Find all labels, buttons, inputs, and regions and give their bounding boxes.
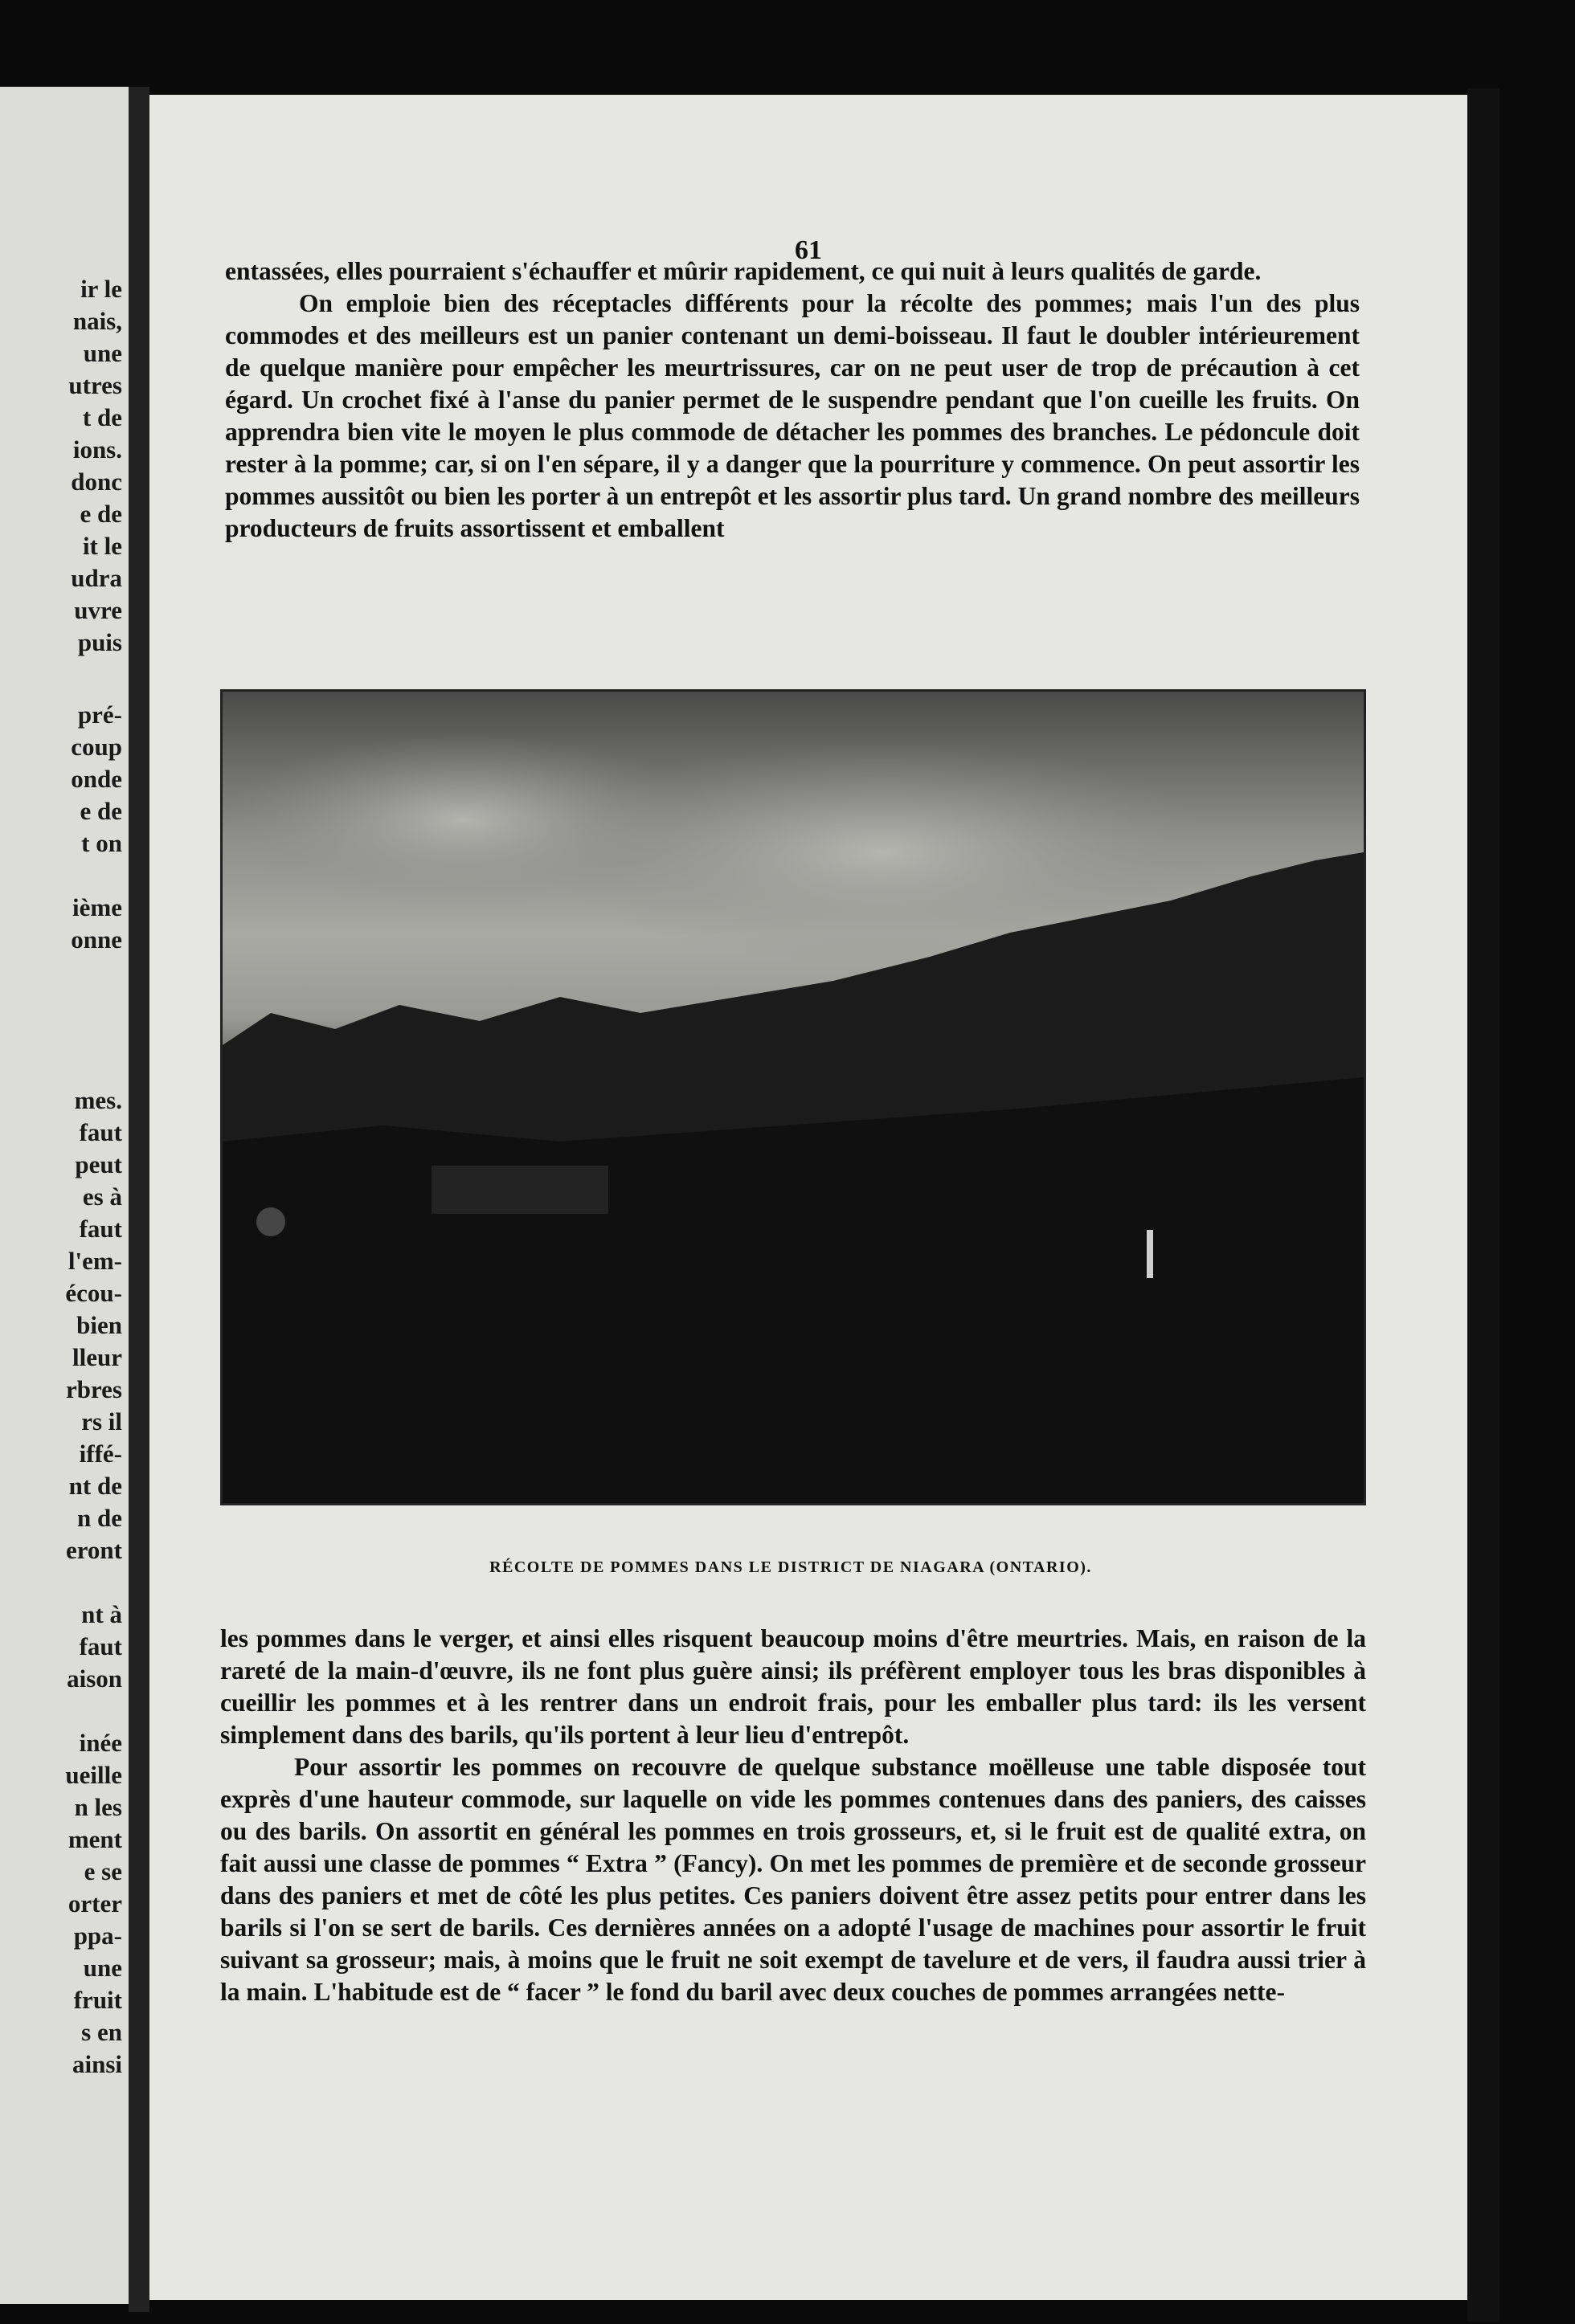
left-page-fragment: aison bbox=[67, 1664, 122, 1693]
orchard-structure bbox=[432, 1166, 608, 1214]
left-page-fragment: pré- bbox=[77, 700, 122, 729]
left-page-fragment: eront bbox=[65, 1536, 122, 1564]
left-page-fragment: bien bbox=[76, 1311, 122, 1339]
left-page-fragment: ainsi bbox=[72, 2050, 122, 2078]
left-page-fragment: écou- bbox=[65, 1279, 122, 1307]
left-page-fragment: it le bbox=[82, 532, 122, 560]
left-page-fragment: mes. bbox=[74, 1086, 122, 1114]
left-page-fragment: faut bbox=[79, 1215, 122, 1243]
photo-scene bbox=[223, 692, 1364, 1503]
text-block-bottom bbox=[220, 1623, 1366, 2008]
left-page-fragment: nt de bbox=[68, 1472, 122, 1500]
left-page-fragment: ième bbox=[72, 893, 122, 921]
adjacent-page-left bbox=[0, 87, 129, 2304]
left-page-fragment: t on bbox=[81, 829, 122, 857]
paragraph: On emploie bien des réceptacles différents pour la récolte des pommes; mais l'un des plus commodes et des meilleurs est un panier contenant un demi-boisseau. Il faut le doubler intérieurement de quelque manière pour empêcher les meurtrissures, car on ne peut user de trop de précaution à cet égard. Un crochet fixé à l'anse du panier permet de le suspendre pendant que l'on cueille les fruits. On apprendra bien vite le moyen le plus commode de détacher les pommes des branches. Le pédoncule doit rester à la pomme; car, si on l'en sépare, il y a danger que la pourriture y commence. On peut assortir les pommes aussitôt ou bien les porter à un entrepôt et les assortir plus tard. Un grand nombre des meilleurs producteurs de fruits assortissent et emballent bbox=[225, 289, 1360, 542]
left-page-fragment: n de bbox=[77, 1504, 122, 1532]
left-page-fragment: e se bbox=[84, 1857, 122, 1885]
left-page-fragment: uvre bbox=[74, 596, 122, 624]
page-number: 61 bbox=[795, 235, 822, 265]
left-page-fragment: puis bbox=[77, 628, 122, 656]
left-page-fragment: onde bbox=[71, 765, 122, 793]
left-page-fragment: rs il bbox=[81, 1407, 122, 1436]
left-page-fragment: coup bbox=[71, 733, 122, 761]
left-page-fragment: nt à bbox=[81, 1600, 122, 1628]
orchard-foreground bbox=[223, 1077, 1364, 1503]
left-page-fragment: e de bbox=[80, 500, 122, 528]
figure-highlight bbox=[1147, 1230, 1153, 1278]
left-page-fragment: fruit bbox=[73, 1986, 122, 2014]
left-page-fragment: inée bbox=[79, 1729, 122, 1757]
book-gutter bbox=[129, 87, 149, 2312]
left-page-fragment: peut bbox=[75, 1150, 122, 1178]
left-page-fragment: faut bbox=[79, 1118, 122, 1146]
left-page-fragment: ment bbox=[68, 1825, 122, 1853]
paragraph: les pommes dans le verger, et ainsi elles risquent beaucoup moins d'être meurtries. Mais, en raison de la rareté de la main-d'œuvre, ils ne font plus guère ainsi; ils préfèrent employer tous les bras disponibles à cueillir les pommes et à les rentrer dans un endroit frais, pour les emballer plus tard: ils les versent simplement dans des barils, qu'ils portent à leur lieu d'entrepôt. bbox=[220, 1624, 1366, 1749]
left-page-fragment: ueille bbox=[65, 1761, 122, 1789]
left-page-fragment: n les bbox=[74, 1793, 122, 1821]
left-page-fragment: une bbox=[83, 339, 122, 367]
left-page-fragment: faut bbox=[79, 1632, 122, 1660]
left-page-fragment: rbres bbox=[65, 1375, 122, 1403]
left-page-fragment: donc bbox=[71, 468, 122, 496]
left-page-fragment: nais, bbox=[72, 307, 122, 335]
left-page-fragment: iffé- bbox=[79, 1440, 122, 1468]
page-edge-shadow bbox=[1467, 88, 1499, 2322]
left-page-fragment: ppa- bbox=[73, 1922, 122, 1950]
left-page-fragment: l'em- bbox=[68, 1247, 122, 1275]
light-spot bbox=[256, 1207, 285, 1236]
orchard-photograph bbox=[220, 689, 1366, 1505]
left-page-fragment: onne bbox=[71, 925, 122, 954]
left-page-fragment: utres bbox=[68, 371, 122, 399]
left-page-fragment: es à bbox=[82, 1182, 122, 1211]
left-page-fragment: ions. bbox=[72, 435, 122, 464]
left-page-fragment: t de bbox=[82, 403, 122, 431]
book-page bbox=[149, 95, 1467, 2300]
left-page-fragment: udra bbox=[71, 564, 122, 592]
left-page-fragment: lleur bbox=[72, 1343, 122, 1371]
paragraph: Pour assortir les pommes on recouvre de quelque substance moëlleuse une table disposée tout exprès d'une hauteur commode, sur laquelle on vide les pommes contenues dans des paniers, des caisses ou des barils. On assortit en général les pommes en trois grosseurs, et, si le fruit est de qualité extra, on fait aussi une classe de pommes “ Extra ” (Fancy). On met les pommes de première et de seconde grosseur dans des paniers et met de côté les plus petites. Ces paniers doivent être assez petits pour entrer dans les barils si l'on se sert de barils. Ces dernières années on a adopté l'usage de machines pour assortir le fruit suivant sa grosseur; mais, à moins que le fruit ne soit exempt de tavelure et de vers, il faudra aussi trier à la main. L'habitude est de “ facer ” le fond du baril avec deux couches de pommes arrangées nette- bbox=[220, 1753, 1366, 2006]
left-page-fragment: ir le bbox=[80, 275, 122, 303]
paragraph: entassées, elles pourraient s'échauffer et mûrir rapidement, ce qui nuit à leurs qualités de garde. bbox=[225, 257, 1262, 285]
left-page-fragment: une bbox=[83, 1954, 122, 1982]
left-page-fragment: s en bbox=[81, 2018, 122, 2046]
left-page-fragment: orter bbox=[68, 1889, 122, 1918]
left-page-fragment: e de bbox=[80, 797, 122, 825]
text-block-top bbox=[225, 255, 1360, 545]
photo-caption: RÉCOLTE DE POMMES DANS LE DISTRICT DE NIAGARA (ONTARIO). bbox=[489, 1558, 1092, 1576]
